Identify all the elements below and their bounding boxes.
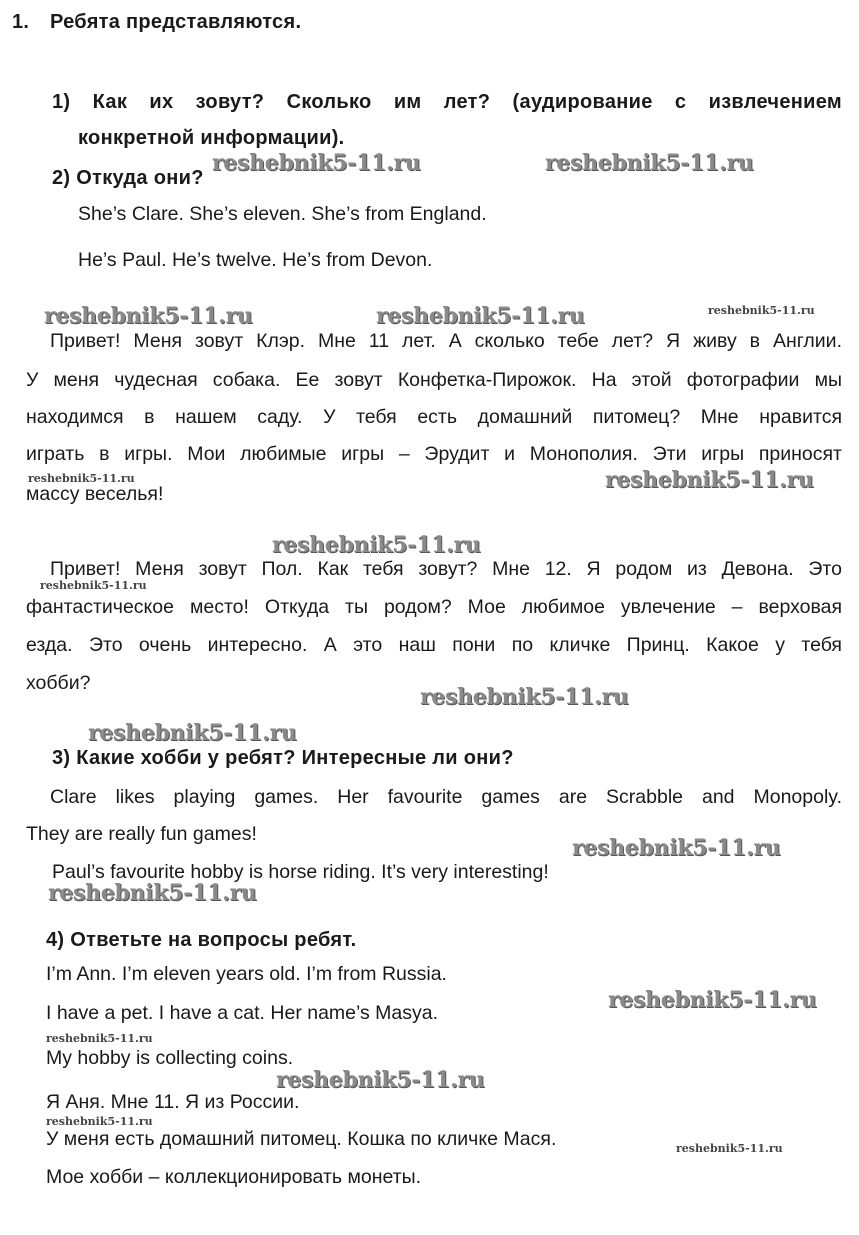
task2-heading: 2) Откуда они? xyxy=(52,167,204,189)
paul-text-line: Привет! Меня зовут Пол. Как тебя зовут? Мне 12. Я родом из Девона. Это xyxy=(50,558,842,580)
watermark: reshebnik5-11.ru xyxy=(46,1032,153,1045)
paul-text-line: хобби? xyxy=(26,672,91,694)
clare-text-line: массу веселья! xyxy=(26,483,164,505)
watermark: reshebnik5-11.ru xyxy=(40,579,147,592)
watermark: reshebnik5-11.ru xyxy=(212,150,421,176)
watermark: reshebnik5-11.ru xyxy=(28,472,135,485)
watermark: reshebnik5-11.ru xyxy=(676,1142,783,1155)
task2-answer-clare: She’s Clare. She’s eleven. She’s from England. xyxy=(78,203,487,225)
section-number: 1. xyxy=(12,11,30,33)
task3-answer-line: They are really fun games! xyxy=(26,823,257,845)
task4-english-line: My hobby is collecting coins. xyxy=(46,1047,294,1069)
watermark: reshebnik5-11.ru xyxy=(708,304,815,317)
task2-answer-paul: He’s Paul. He’s twelve. He’s from Devon. xyxy=(78,249,433,271)
task3-answer-line: Paul’s favourite hobby is horse riding. It’s very interesting! xyxy=(52,861,549,883)
clare-text-line: У меня чудесная собака. Ее зовут Конфетка-Пирожок. На этой фотографии мы xyxy=(26,369,842,391)
watermark: reshebnik5-11.ru xyxy=(44,303,253,329)
task1-heading-line1: 1) Как их зовут? Сколько им лет? (аудирование с извлечением xyxy=(52,91,842,113)
watermark: reshebnik5-11.ru xyxy=(48,880,257,906)
watermark: reshebnik5-11.ru xyxy=(572,835,781,861)
task4-heading: 4) Ответьте на вопросы ребят. xyxy=(46,929,357,951)
task4-russian-line: Я Аня. Мне 11. Я из России. xyxy=(46,1091,300,1113)
task1-heading-line2: конкретной информации). xyxy=(78,127,345,149)
paul-text-line: езда. Это очень интересно. А это наш пони по кличке Принц. Какое у тебя xyxy=(26,634,842,656)
clare-text-line: играть в игры. Мои любимые игры – Эрудит и Монополия. Эти игры приносят xyxy=(26,443,842,465)
clare-text-line: находимся в нашем саду. У тебя есть домашний питомец? Мне нравится xyxy=(26,406,842,428)
task4-english-line: I have a pet. I have a cat. Her name’s Masya. xyxy=(46,1002,439,1024)
paul-text-line: фантастическое место! Откуда ты родом? Мое любимое увлечение – верховая xyxy=(26,596,842,618)
watermark: reshebnik5-11.ru xyxy=(545,150,754,176)
clare-text-line: Привет! Меня зовут Клэр. Мне 11 лет. А сколько тебе лет? Я живу в Англии. xyxy=(50,330,842,352)
task4-russian-line: Мое хобби – коллекционировать монеты. xyxy=(46,1166,422,1188)
watermark: reshebnik5-11.ru xyxy=(272,532,481,558)
task4-english-line: I’m Ann. I’m eleven years old. I’m from Russia. xyxy=(46,963,447,985)
task3-answer-line: Clare likes playing games. Her favourite games are Scrabble and Monopoly. xyxy=(50,786,842,808)
watermark: reshebnik5-11.ru xyxy=(420,684,629,710)
watermark: reshebnik5-11.ru xyxy=(46,1115,153,1128)
watermark: reshebnik5-11.ru xyxy=(605,467,814,493)
task3-heading: 3) Какие хобби у ребят? Интересные ли они? xyxy=(52,747,514,769)
watermark: reshebnik5-11.ru xyxy=(608,987,817,1013)
watermark: reshebnik5-11.ru xyxy=(88,720,297,746)
watermark: reshebnik5-11.ru xyxy=(376,303,585,329)
section-title: Ребята представляются. xyxy=(50,11,302,33)
watermark: reshebnik5-11.ru xyxy=(276,1067,485,1093)
task4-russian-line: У меня есть домашний питомец. Кошка по кличке Мася. xyxy=(46,1128,557,1150)
